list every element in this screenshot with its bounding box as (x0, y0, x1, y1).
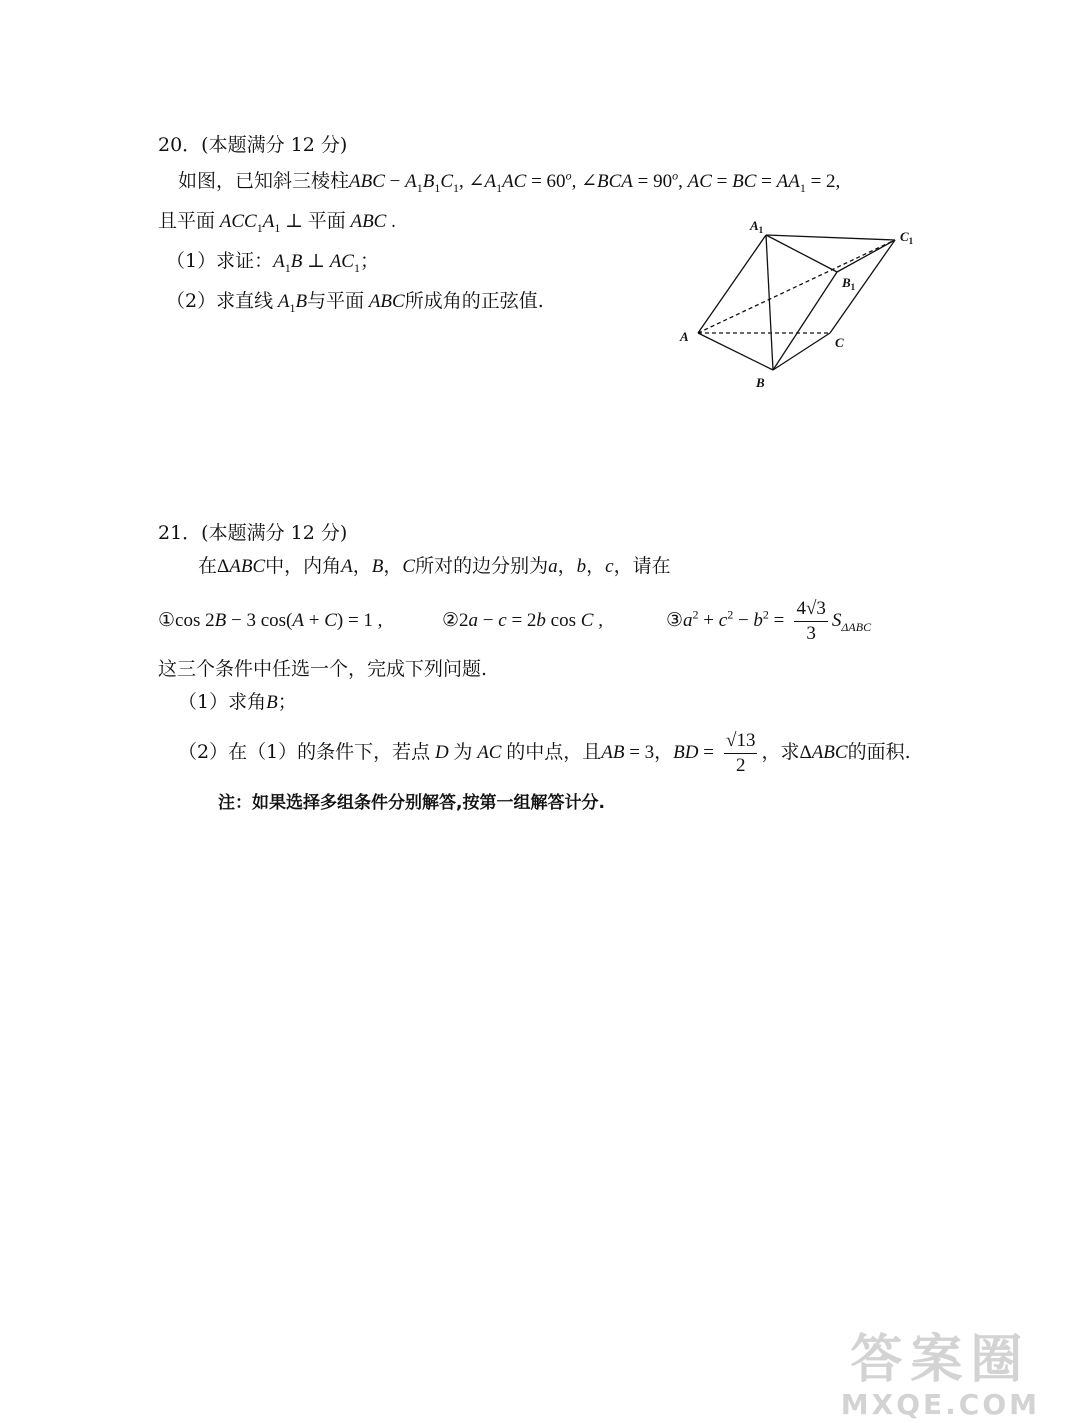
q21-intro: 在ΔABC中，内角A，B，C所对的边分别为a，b，c，请在 (198, 555, 671, 577)
watermark-logo: 答案圈 (850, 1330, 1031, 1390)
watermark (841, 1330, 1040, 1420)
edge-a1-c1 (766, 235, 895, 240)
edge-a-a1 (698, 235, 766, 333)
label-c: C (835, 335, 844, 350)
edge-a1-b (766, 235, 773, 370)
watermark-url: MXQE.COM (840, 1388, 1040, 1421)
edge-a1-b1 (766, 235, 837, 272)
q20-intro-line1: 如图，已知斜三棱柱ABC − $A_1B_1C_1$, $\angle A_1AC = 60^o$, ∠BCA = $90^o$, AC = BC = $AA_1 = 2$, (178, 168, 841, 195)
label-a1: $A_1$ (750, 218, 764, 235)
q20-header: 20．(本题满分 12 分) (158, 134, 348, 156)
q21-note: 注：如果选择多组条件分别解答,按第一组解答计分. (218, 793, 605, 813)
edge-b1-c1 (837, 240, 895, 272)
q20-intro-line2: 且平面 $ACC_1A_1$ ⊥ 平面 ABC . (158, 210, 396, 235)
q20-part1: （1）求证：$A_1B$ ⊥ $AC_1$； (166, 250, 379, 275)
q21-condition-2: ②2a − c = 2b cos C , (442, 609, 603, 631)
q20-part2: （2）求直线 $A_1B$与平面 ABC所成角的正弦值. (166, 290, 544, 315)
q21-part1: （1）求角B； (178, 691, 297, 713)
edge-a-b (698, 333, 773, 370)
label-b: B (756, 375, 765, 390)
edge-b-b1 (773, 272, 837, 370)
q21-after-conditions: 这三个条件中任选一个，完成下列问题. (158, 658, 488, 680)
q21-header: 21．(本题满分 12 分) (158, 522, 348, 544)
label-c1: $C_1$ (900, 229, 914, 246)
label-b1: $B_1$ (842, 275, 856, 292)
edge-a-c1-hidden (698, 240, 895, 333)
label-a: A (680, 329, 689, 344)
edge-c-c1 (830, 240, 895, 333)
q21-condition-1: ①cos 2B − 3 cos(A + C) = 1 , (158, 609, 383, 631)
edge-b-c (773, 333, 830, 370)
prism-figure (670, 215, 930, 395)
q21-part2: （2）在（1）的条件下，若点 D 为 AC 的中点，且AB = 3，BD = $\frac{√13}{2}$ ，求ΔABC的面积. (178, 729, 911, 776)
q21-condition-3: $③a^2 + c^2 - b^2$ = $\frac{4√3}{3}$ $S_{\Delta ABC}$ (666, 597, 872, 644)
